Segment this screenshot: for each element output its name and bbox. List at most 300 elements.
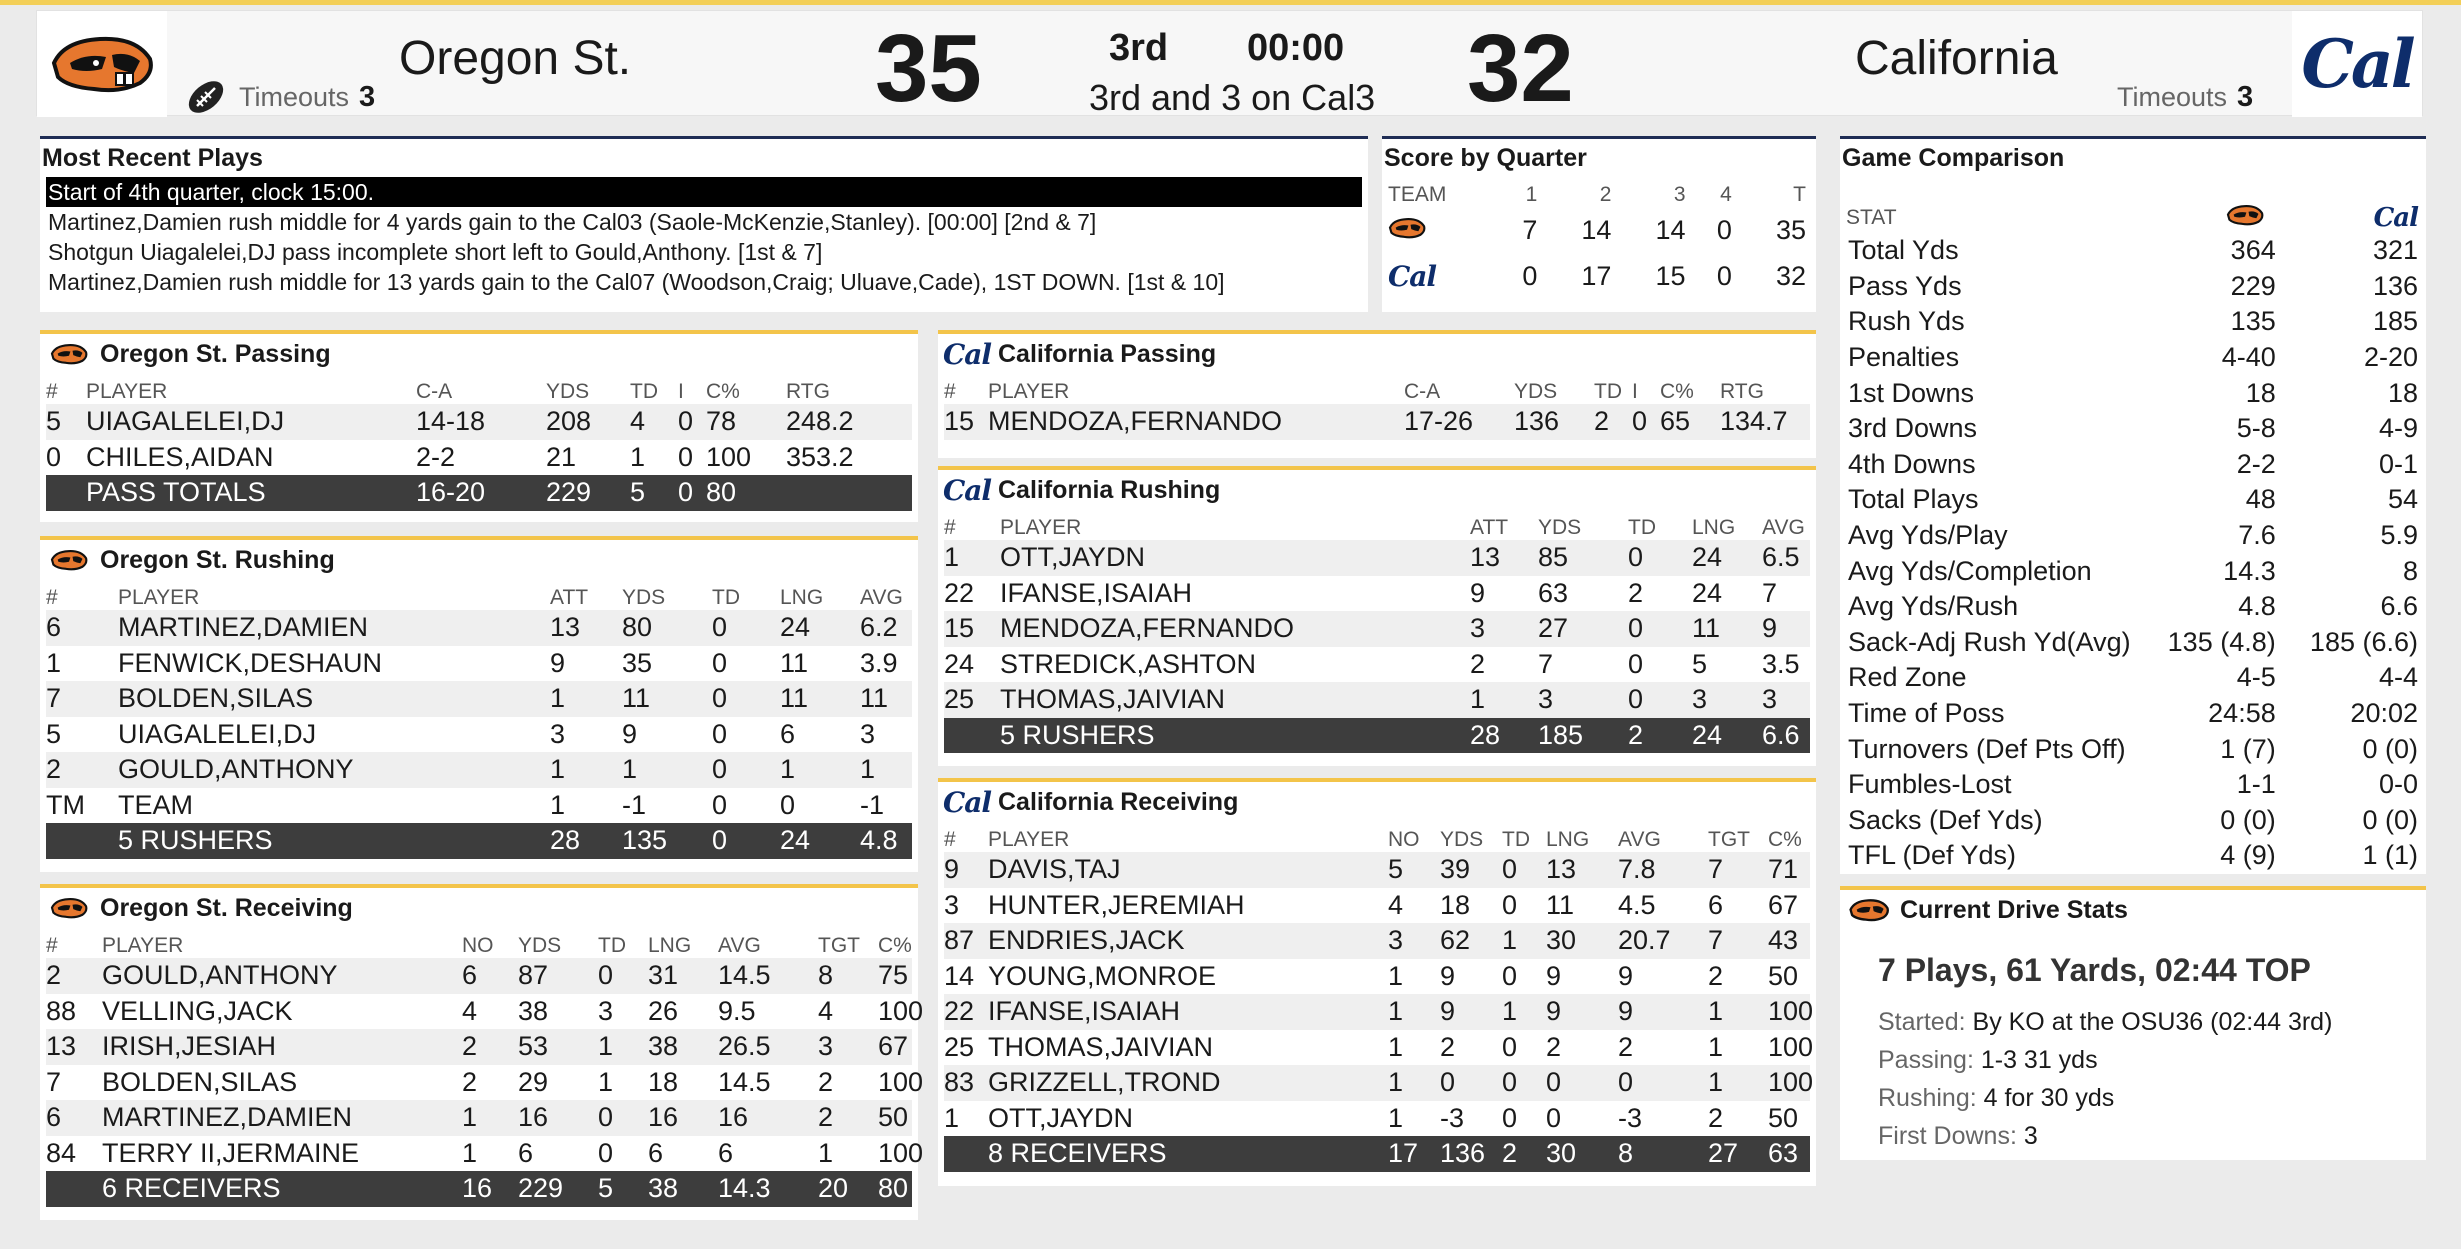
stat-cell: 2 bbox=[1708, 960, 1724, 991]
quarter-header: 4 bbox=[1720, 183, 1732, 206]
total-cell: 135 bbox=[622, 823, 712, 859]
totals-label: PASS TOTALS bbox=[86, 475, 416, 511]
stat-cell: 9 bbox=[622, 718, 638, 749]
stat-cell: 11 bbox=[622, 681, 712, 717]
drive-started: Started: By KO at the OSU36 (02:44 3rd) bbox=[1878, 1008, 2333, 1036]
home-stat-value: 2-2 bbox=[2236, 448, 2276, 479]
stat-cell: 20.7 bbox=[1618, 923, 1708, 959]
osu-receiving-table bbox=[46, 928, 924, 1207]
stat-cell: 4 bbox=[462, 995, 478, 1026]
player-row bbox=[46, 788, 912, 824]
stat-cell: 14-18 bbox=[416, 404, 546, 440]
stat-cell: 100 bbox=[1768, 994, 1810, 1030]
player-name: MENDOZA,FERNANDO bbox=[988, 404, 1404, 440]
total-cell bbox=[944, 718, 1000, 754]
stat-cell: 100 bbox=[878, 1137, 924, 1168]
stat-cell: 71 bbox=[1768, 852, 1810, 888]
stat-cell: 4 bbox=[818, 995, 834, 1026]
player-row bbox=[46, 1136, 912, 1172]
stat-cell: 2-2 bbox=[416, 441, 456, 472]
quarter-score: 35 bbox=[1775, 214, 1806, 245]
stat-cell: 22 bbox=[944, 994, 988, 1030]
total-cell bbox=[944, 1136, 988, 1172]
column-header: YDS bbox=[1514, 380, 1558, 403]
player-row bbox=[46, 958, 912, 994]
stat-cell: 62 bbox=[1440, 923, 1502, 959]
stat-cell: 100 bbox=[878, 1066, 924, 1097]
stat-name: Red Zone bbox=[1848, 662, 1967, 693]
stat-cell: 3 bbox=[1692, 682, 1762, 718]
player-name: VELLING,JACK bbox=[102, 995, 293, 1026]
total-cell: 28 bbox=[1470, 718, 1538, 754]
stat-cell: 0 bbox=[678, 404, 706, 440]
stat-cell: 15 bbox=[944, 611, 1000, 647]
stat-cell: 24 bbox=[780, 610, 860, 646]
comparison-row bbox=[1840, 518, 2426, 554]
column-header: TGT bbox=[1708, 828, 1750, 851]
stat-cell: 65 bbox=[1660, 404, 1720, 440]
stat-cell: 4.5 bbox=[1618, 889, 1656, 920]
comparison-row bbox=[1840, 731, 2426, 767]
player-row bbox=[944, 888, 1810, 924]
comparison-row bbox=[1840, 375, 2426, 411]
total-cell: 27 bbox=[1708, 1136, 1768, 1172]
stat-cell: 100 bbox=[1768, 1065, 1810, 1101]
stat-cell: 2 bbox=[1618, 1031, 1634, 1062]
stat-cell: 67 bbox=[1768, 889, 1799, 920]
stat-cell: 9 bbox=[1546, 960, 1562, 991]
stat-cell: 248.2 bbox=[786, 404, 912, 440]
stat-cell: 2 bbox=[46, 958, 102, 994]
comparison-row bbox=[1840, 589, 2426, 625]
stat-name: Sack-Adj Rush Yd(Avg) bbox=[1848, 626, 2131, 657]
stat-cell: 2 bbox=[818, 1100, 878, 1136]
stat-cell: 13 bbox=[46, 1029, 102, 1065]
quarter-score: 14 bbox=[1581, 214, 1612, 245]
stat-cell: 4 bbox=[1388, 889, 1404, 920]
player-row bbox=[46, 1029, 912, 1065]
total-cell: 185 bbox=[1538, 718, 1628, 754]
stat-cell: 0 bbox=[1628, 540, 1692, 576]
stat-cell: 0 bbox=[1502, 1031, 1518, 1062]
stat-cell: 5 bbox=[46, 404, 86, 440]
stat-cell: 84 bbox=[46, 1137, 77, 1168]
total-cell: 24 bbox=[780, 823, 860, 859]
panel-title: Current Drive Stats bbox=[1840, 890, 2426, 930]
stat-cell: 100 bbox=[878, 995, 924, 1026]
stat-cell: 1 bbox=[622, 752, 712, 788]
player-row bbox=[944, 1101, 1810, 1137]
column-header: PLAYER bbox=[988, 828, 1070, 851]
stat-cell: 13 bbox=[550, 610, 622, 646]
stat-cell: 7 bbox=[1538, 648, 1554, 679]
stat-cell: 16 bbox=[718, 1100, 818, 1136]
stat-cell: 15 bbox=[944, 404, 988, 440]
cal-passing-table bbox=[944, 374, 1810, 440]
away-stat-value: 0 (0) bbox=[2362, 804, 2418, 835]
stat-cell: 1 bbox=[598, 1029, 648, 1065]
stat-name: 1st Downs bbox=[1848, 377, 1975, 408]
player-name: THOMAS,JAIVIAN bbox=[1000, 682, 1470, 718]
stat-cell: 9 bbox=[1440, 960, 1456, 991]
player-row bbox=[944, 611, 1810, 647]
stat-cell: 27 bbox=[1538, 611, 1628, 647]
stat-cell: 100 bbox=[706, 441, 752, 472]
comparison-row bbox=[1840, 304, 2426, 340]
total-cell: 80 bbox=[706, 475, 786, 511]
california-rushing-panel bbox=[938, 466, 1816, 766]
game-period: 3rd bbox=[1109, 27, 1169, 69]
totals-row bbox=[944, 1136, 1810, 1172]
column-header: AVG bbox=[718, 934, 761, 957]
comparison-row bbox=[1840, 803, 2426, 839]
stat-cell: 31 bbox=[648, 958, 718, 994]
column-header: C-A bbox=[416, 380, 453, 403]
stat-cell: 3 bbox=[1470, 611, 1538, 647]
stat-cell: 6 bbox=[780, 718, 796, 749]
stat-cell: 30 bbox=[1546, 923, 1618, 959]
player-row bbox=[46, 681, 912, 717]
player-row bbox=[944, 540, 1810, 576]
column-header: # bbox=[46, 586, 58, 609]
comparison-row bbox=[1840, 233, 2426, 269]
comparison-row bbox=[1840, 838, 2426, 874]
column-header: I bbox=[1632, 380, 1638, 403]
away-stat-value: 321 bbox=[2372, 235, 2418, 266]
stat-cell: 88 bbox=[46, 995, 77, 1026]
oregon-state-receiving-panel bbox=[40, 884, 924, 1220]
total-cell: 2 bbox=[1502, 1136, 1546, 1172]
player-row bbox=[944, 404, 1810, 440]
stat-cell: 3.5 bbox=[1762, 648, 1800, 679]
stat-cell: 16 bbox=[648, 1100, 718, 1136]
drive-passing: Passing: 1-3 31 yds bbox=[1878, 1046, 2098, 1074]
top-accent-line bbox=[0, 0, 2461, 5]
stat-cell: 0 bbox=[1546, 1065, 1618, 1101]
stat-name: Avg Yds/Rush bbox=[1848, 591, 2019, 622]
total-cell bbox=[46, 475, 86, 511]
stat-name: Fumbles-Lost bbox=[1848, 769, 2012, 800]
panel-title: Score by Quarter bbox=[1384, 143, 1587, 172]
panel-title: Oregon St. Receiving bbox=[40, 888, 918, 928]
total-cell: 5 bbox=[630, 475, 678, 511]
player-row bbox=[46, 752, 912, 788]
stat-cell: 5 bbox=[1692, 648, 1708, 679]
totals-row bbox=[46, 475, 912, 511]
player-name: OTT,JAYDN bbox=[988, 1102, 1134, 1133]
away-stat-value: 0 (0) bbox=[2362, 733, 2418, 764]
stat-cell: 9 bbox=[1618, 994, 1708, 1030]
stat-cell: 16 bbox=[518, 1100, 598, 1136]
total-cell bbox=[46, 1171, 102, 1207]
stat-cell: 3 bbox=[1388, 923, 1440, 959]
stat-cell: 26.5 bbox=[718, 1029, 818, 1065]
stat-name: Penalties bbox=[1848, 342, 1960, 373]
stat-cell: 0 bbox=[712, 752, 780, 788]
player-row bbox=[46, 646, 912, 682]
stat-cell: 2 bbox=[1628, 577, 1644, 608]
stat-cell: 2 bbox=[1440, 1031, 1456, 1062]
cal-rushing-table bbox=[944, 510, 1810, 753]
stat-cell: 1 bbox=[550, 789, 566, 820]
player-row bbox=[944, 994, 1810, 1030]
home-team-name: Oregon St. bbox=[399, 32, 632, 85]
away-stat-value: 0-1 bbox=[2378, 448, 2418, 479]
player-row bbox=[46, 717, 912, 753]
total-cell: 16-20 bbox=[416, 475, 546, 511]
stat-cell: 24 bbox=[1692, 577, 1723, 608]
stat-cell: -1 bbox=[860, 789, 885, 820]
totals-row bbox=[46, 1171, 912, 1207]
quarter-score: 14 bbox=[1655, 214, 1686, 245]
stat-cell: 1 bbox=[1388, 994, 1440, 1030]
stat-cell: 83 bbox=[944, 1065, 988, 1101]
column-header: C% bbox=[878, 934, 912, 957]
stat-cell: 1 bbox=[550, 681, 622, 717]
stat-cell: 0 bbox=[1502, 1102, 1518, 1133]
player-name: MENDOZA,FERNANDO bbox=[1000, 611, 1470, 647]
player-name: ENDRIES,JACK bbox=[988, 923, 1388, 959]
away-stat-value: 4-4 bbox=[2378, 662, 2418, 693]
beaver-logo-icon bbox=[46, 897, 92, 919]
stat-cell: 14.5 bbox=[718, 958, 818, 994]
beaver-logo-icon bbox=[46, 343, 92, 365]
player-name: UIAGALELEI,DJ bbox=[118, 718, 317, 749]
stat-cell: 5 bbox=[46, 718, 62, 749]
total-cell: 30 bbox=[1546, 1136, 1618, 1172]
stat-cell: 6 bbox=[648, 1137, 664, 1168]
stat-cell: 0 bbox=[598, 1100, 648, 1136]
quarter-header: TEAM bbox=[1388, 183, 1447, 206]
stat-cell: 1 bbox=[1708, 994, 1768, 1030]
home-stat-value: 135 bbox=[2230, 306, 2276, 337]
stat-cell: 0 bbox=[712, 681, 780, 717]
panel-title: Most Recent Plays bbox=[42, 143, 263, 172]
player-row bbox=[944, 682, 1810, 718]
column-header: NO bbox=[462, 934, 494, 957]
stat-cell: 9 bbox=[1618, 960, 1634, 991]
stat-cell: 2 bbox=[46, 752, 118, 788]
stat-cell: 2 bbox=[1470, 648, 1486, 679]
panel-title: Cal California Receiving bbox=[942, 785, 1239, 819]
total-cell: 38 bbox=[648, 1171, 718, 1207]
beaver-logo-icon bbox=[1382, 207, 1501, 253]
player-name: BOLDEN,SILAS bbox=[118, 681, 550, 717]
column-header: ATT bbox=[550, 586, 589, 609]
away-stat-value: 20:02 bbox=[2350, 698, 2418, 729]
column-header: TD bbox=[598, 934, 626, 957]
stat-cell: -1 bbox=[622, 789, 647, 820]
player-name: THOMAS,JAIVIAN bbox=[988, 1031, 1214, 1062]
player-name: FENWICK,DESHAUN bbox=[118, 647, 383, 678]
total-cell: 20 bbox=[818, 1171, 878, 1207]
column-header: TD bbox=[1502, 828, 1530, 851]
away-stat-value: 54 bbox=[2387, 484, 2418, 515]
column-header: TD bbox=[1594, 380, 1622, 403]
player-name: STREDICK,ASHTON bbox=[1000, 648, 1257, 679]
home-stat-value: 4-5 bbox=[2236, 662, 2276, 693]
stat-cell: 7 bbox=[1762, 577, 1778, 608]
stat-cell: 38 bbox=[518, 995, 549, 1026]
stat-name: Sacks (Def Yds) bbox=[1848, 804, 2043, 835]
away-team-name: California bbox=[1855, 32, 2058, 85]
stat-cell: 0 bbox=[1628, 648, 1644, 679]
column-header: PLAYER bbox=[118, 586, 200, 609]
stat-cell: 9 bbox=[1546, 994, 1618, 1030]
beaver-logo-icon bbox=[1846, 898, 1892, 922]
player-row bbox=[46, 1065, 912, 1101]
player-row bbox=[944, 576, 1810, 612]
stat-cell: 17-26 bbox=[1404, 404, 1514, 440]
quarter-header: 1 bbox=[1525, 183, 1538, 206]
stat-cell: 1 bbox=[1708, 1065, 1768, 1101]
stat-cell: 87 bbox=[944, 923, 988, 959]
cal-logo-icon: Cal bbox=[1388, 259, 1437, 293]
comparison-row bbox=[1840, 696, 2426, 732]
stat-cell: 2 bbox=[818, 1066, 834, 1097]
stat-cell: 1 bbox=[1708, 1031, 1724, 1062]
stat-cell: 0 bbox=[1502, 852, 1546, 888]
stat-cell: 1 bbox=[630, 441, 646, 472]
current-drive-stats-panel bbox=[1840, 886, 2426, 1160]
stat-cell: 1 bbox=[818, 1137, 834, 1168]
player-name: TEAM bbox=[118, 789, 194, 820]
stat-cell: 24 bbox=[944, 648, 975, 679]
away-stat-value: 185 bbox=[2372, 306, 2418, 337]
stat-name: Total Yds bbox=[1848, 235, 1959, 266]
stat-cell: 25 bbox=[944, 1031, 975, 1062]
stat-cell: 14.5 bbox=[718, 1066, 771, 1097]
stat-cell: 0 bbox=[1502, 889, 1518, 920]
stat-cell: 0 bbox=[1618, 1065, 1708, 1101]
column-header: C% bbox=[1660, 380, 1694, 403]
player-row bbox=[944, 1065, 1810, 1101]
stat-cell: 1 bbox=[598, 1066, 614, 1097]
panel-title: Game Comparison bbox=[1842, 143, 2065, 172]
comparison-row bbox=[1840, 340, 2426, 376]
total-cell: 24 bbox=[1692, 718, 1762, 754]
column-header: AVG bbox=[860, 586, 903, 609]
column-header: PLAYER bbox=[86, 380, 168, 403]
stat-cell: 50 bbox=[1768, 1102, 1799, 1133]
totals-row bbox=[944, 718, 1810, 754]
stat-cell: 1 bbox=[1502, 923, 1546, 959]
comparison-row bbox=[1840, 411, 2426, 447]
column-header: C-A bbox=[1404, 380, 1441, 403]
game-clock: 00:00 bbox=[1247, 27, 1345, 69]
quarter-header: T bbox=[1793, 183, 1806, 206]
away-score: 32 bbox=[1467, 15, 1574, 122]
home-stat-value: 0 (0) bbox=[2220, 804, 2276, 835]
panel-title: Oregon St. Rushing bbox=[40, 540, 918, 580]
total-cell: 8 bbox=[1618, 1136, 1708, 1172]
stat-cell: 1 bbox=[860, 752, 912, 788]
total-cell: 6.6 bbox=[1762, 718, 1810, 754]
panel-title: Cal California Passing bbox=[942, 337, 1217, 371]
stat-cell: 0 bbox=[678, 441, 694, 472]
away-stat-value: 185 (6.6) bbox=[2309, 626, 2418, 657]
stat-name: Total Plays bbox=[1848, 484, 1979, 515]
stat-cell: 7 bbox=[1708, 923, 1768, 959]
stat-name: Turnovers (Def Pts Off) bbox=[1848, 733, 2126, 764]
totals-label: 8 RECEIVERS bbox=[988, 1136, 1388, 1172]
away-stat-value: 8 bbox=[2402, 555, 2418, 586]
stat-cell: 0 bbox=[1628, 611, 1692, 647]
home-stat-value: 229 bbox=[2230, 270, 2276, 301]
column-header: TD bbox=[712, 586, 740, 609]
drive-summary: 7 Plays, 61 Yards, 02:44 TOP bbox=[1878, 952, 2311, 988]
away-timeouts: Timeouts 3 bbox=[2117, 81, 2254, 113]
column-header: C% bbox=[1768, 828, 1802, 851]
stat-cell: -3 bbox=[1618, 1102, 1643, 1133]
away-stat-value: 5.9 bbox=[2380, 520, 2418, 551]
home-stat-value: 4-40 bbox=[2221, 342, 2276, 373]
beaver-logo-icon bbox=[46, 549, 92, 571]
stat-cell: 63 bbox=[1538, 577, 1569, 608]
stat-cell: 7 bbox=[46, 1066, 62, 1097]
home-stat-value: 24:58 bbox=[2208, 698, 2276, 729]
home-stat-value: 1-1 bbox=[2236, 769, 2276, 800]
column-header: # bbox=[46, 934, 58, 957]
away-stat-value: 4-9 bbox=[2378, 413, 2418, 444]
stat-cell: TM bbox=[46, 789, 85, 820]
game-comparison-table bbox=[1840, 177, 2426, 874]
quarter-row bbox=[1382, 253, 1816, 299]
total-cell: 0 bbox=[678, 475, 706, 511]
home-stat-value: 14.3 bbox=[2223, 555, 2276, 586]
stat-cell: 43 bbox=[1768, 923, 1810, 959]
stat-name: 4th Downs bbox=[1848, 448, 1976, 479]
stat-cell: 0 bbox=[1440, 1065, 1502, 1101]
away-stat-value: 0-0 bbox=[2378, 769, 2418, 800]
stat-cell: 29 bbox=[518, 1066, 549, 1097]
stat-cell: 24 bbox=[1692, 540, 1762, 576]
home-stat-value: 4.8 bbox=[2238, 591, 2276, 622]
player-row bbox=[46, 994, 912, 1030]
plays-list bbox=[40, 177, 1368, 297]
away-stat-value: 136 bbox=[2372, 270, 2418, 301]
play-item: Shotgun Uiagalelei,DJ pass incomplete short left to Gould,Anthony. [1st & 7] bbox=[48, 239, 823, 265]
comparison-row bbox=[1840, 660, 2426, 696]
stat-cell: 0 bbox=[598, 958, 648, 994]
column-header: # bbox=[944, 828, 956, 851]
total-cell bbox=[46, 823, 118, 859]
stat-cell: 1 bbox=[462, 1100, 518, 1136]
total-cell: 5 bbox=[598, 1171, 648, 1207]
stat-cell: 6 bbox=[46, 610, 118, 646]
stat-cell: 2 bbox=[462, 1029, 518, 1065]
stat-cell: 14 bbox=[944, 960, 975, 991]
home-stat-value: 18 bbox=[2245, 377, 2276, 408]
column-header: C% bbox=[706, 380, 740, 403]
player-name: GRIZZELL,TROND bbox=[988, 1065, 1388, 1101]
stat-cell: 7 bbox=[46, 681, 118, 717]
column-header: RTG bbox=[786, 380, 830, 403]
california-receiving-panel bbox=[938, 778, 1816, 1186]
stat-cell: 134.7 bbox=[1720, 404, 1810, 440]
stat-cell: 2 bbox=[462, 1066, 478, 1097]
stat-cell: 6.2 bbox=[860, 610, 912, 646]
drive-first-downs: First Downs: 3 bbox=[1878, 1122, 2038, 1150]
stat-cell: 9 bbox=[1762, 611, 1810, 647]
comparison-row bbox=[1840, 625, 2426, 661]
stat-cell: 0 bbox=[46, 441, 62, 472]
column-header: TGT bbox=[818, 934, 860, 957]
stat-cell: 38 bbox=[648, 1029, 718, 1065]
comparison-row bbox=[1840, 482, 2426, 518]
total-cell: 0 bbox=[712, 823, 780, 859]
stat-cell: 11 bbox=[780, 647, 809, 678]
